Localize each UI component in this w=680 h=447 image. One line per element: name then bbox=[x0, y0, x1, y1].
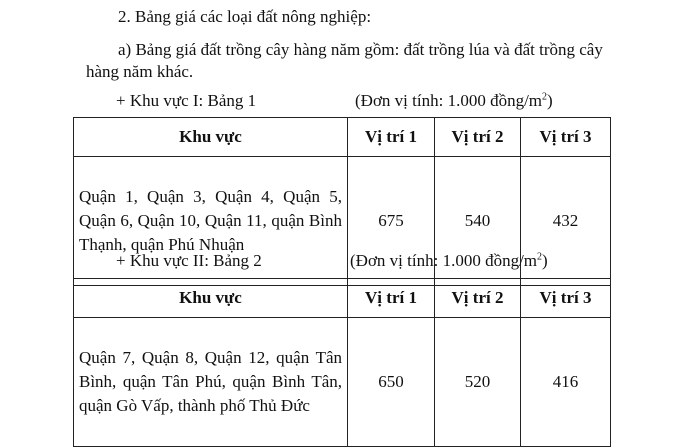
table2-unit-text: (Đơn vị tính: 1.000 đồng/m bbox=[350, 251, 538, 270]
table1-unit-superscript: 2 bbox=[542, 91, 548, 103]
header-khu-vuc: Khu vực bbox=[74, 118, 348, 157]
header-vi-tri-3: Vị trí 3 bbox=[521, 279, 611, 318]
header-vi-tri-1: Vị trí 1 bbox=[348, 118, 435, 157]
table2-unit-note bbox=[350, 251, 548, 271]
table1-caption: + Khu vực I: Bảng 1 bbox=[116, 91, 257, 110]
price-vi-tri-3: 432 bbox=[521, 157, 611, 286]
header-vi-tri-2: Vị trí 2 bbox=[435, 279, 521, 318]
table2-unit-close: ) bbox=[542, 251, 548, 270]
paragraph-line-1: a) Bảng giá đất trồng cây hàng năm gồm: đất trồng lúa và đất trồng cây bbox=[118, 40, 603, 59]
header-vi-tri-2: Vị trí 2 bbox=[435, 118, 521, 157]
section-title: 2. Bảng giá các loại đất nông nghiệp: bbox=[118, 7, 372, 26]
table2-unit-superscript: 2 bbox=[537, 251, 543, 263]
table2-caption: + Khu vực II: Bảng 2 bbox=[116, 251, 262, 270]
area-cell: Quận 1, Quận 3, Quận 4, Quận 5, Quận 6, Quận 10, Quận 11, quận Bình Thạnh, quận Phú Nhuận bbox=[74, 157, 348, 286]
header-vi-tri-3: Vị trí 3 bbox=[521, 118, 611, 157]
header-vi-tri-1: Vị trí 1 bbox=[348, 279, 435, 318]
area-cell: Quận 7, Quận 8, Quận 12, quận Tân Bình, quận Tân Phú, quận Bình Tân, quận Gò Vấp, thành phố Thủ Đức bbox=[74, 318, 348, 447]
price-vi-tri-1: 650 bbox=[348, 318, 435, 447]
price-vi-tri-2: 540 bbox=[435, 157, 521, 286]
price-vi-tri-3: 416 bbox=[521, 318, 611, 447]
table1-unit-note bbox=[355, 91, 553, 111]
price-vi-tri-2: 520 bbox=[435, 318, 521, 447]
paragraph-line-2: hàng năm khác. bbox=[86, 62, 194, 81]
price-table-2 bbox=[73, 278, 611, 447]
price-vi-tri-1: 675 bbox=[348, 157, 435, 286]
table1-unit-close: ) bbox=[547, 91, 553, 110]
table-row bbox=[74, 318, 611, 447]
table-header-row bbox=[74, 279, 611, 318]
table-header-row bbox=[74, 118, 611, 157]
table1-unit-text: (Đơn vị tính: 1.000 đồng/m bbox=[355, 91, 543, 110]
header-khu-vuc: Khu vực bbox=[74, 279, 348, 318]
